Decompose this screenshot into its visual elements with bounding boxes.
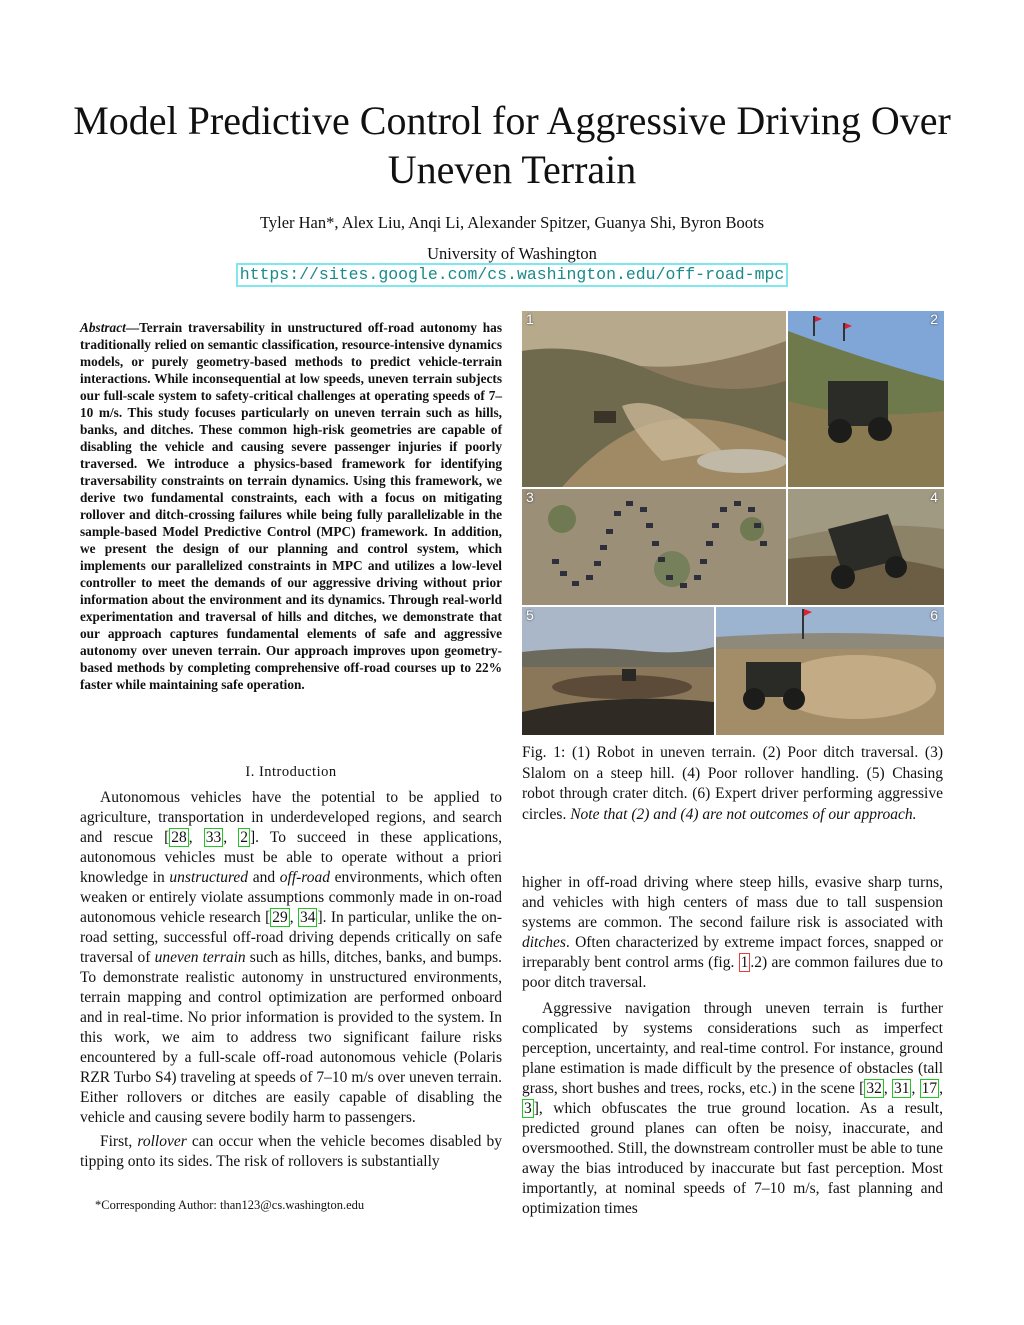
url-line	[0, 263, 1024, 287]
panel-number-6: 6	[930, 607, 938, 623]
citation-link[interactable]: 29	[272, 909, 288, 926]
emphasis: ditches	[522, 934, 566, 951]
citation-link[interactable]: 31	[893, 1080, 910, 1097]
emphasis: uneven terrain	[154, 949, 246, 966]
figure-caption	[522, 743, 943, 825]
citation-link[interactable]: 2	[240, 829, 248, 846]
abstract-text: —Terrain traversability in unstructured off-road autonomy has traditionally relied on semantic classification, resource-intensive dynamics models, or purely geometry-based methods to predict vehicle-terrain interactions. While inconsequential at low speeds, uneven terrain subjects our full-scale system to safety-critical challenges at operating speeds of 7–10 m/s. This study focuses particularly on uneven terrain such as hills, banks, and ditches. These common high-risk geometries are capable of disabling the vehicle and causing severe passenger injuries if poorly traversed. We introduce a physics-based framework for identifying traversability constraints on terrain dynamics. Using this framework, we derive two fundamental constraints, each with a focus on mitigating rollover and ditch-crossing failures while being fully parallelizable in the sample-based Model Predictive Control (MPC) framework. In addition, we present the design of our planning and control system, which implements our parallelized constraints in MPC and utilizes a low-level controller to meet the demands of our aggressive driving without prior information about the environment and its dynamics. Through real-world experimentation and traversal of hills and ditches, we demonstrate that our approach captures fundamental elements of safe and aggressive autonomy over uneven terrain. Our approach improves upon geometry-based methods by completing comprehensive off-road courses up to 22% faster while maintaining safe operation.	[80, 320, 502, 692]
text-run: ], which obfuscates the true ground location. As a result, predicted ground planes can often be noisy, inaccurate, and oversmoothed. Still, the downstream controller must be able to tune away the bias introduced by inaccurate but fast perception. Most importantly, at nominal speeds of 7–10 m/s, fast planning and optimization times	[522, 1100, 943, 1217]
text-run: ]. To succeed in these applications, autonomous vehicles must be able to operate without a priori knowledge in	[80, 829, 503, 886]
citation-link[interactable]: 32	[866, 1080, 882, 1097]
text-run: ,	[883, 1080, 892, 1097]
intro-paragraph-1	[80, 788, 502, 1128]
affiliation: University of Washington	[427, 244, 597, 263]
figure-1	[522, 311, 944, 735]
emphasis: off-road	[279, 869, 331, 886]
panel-number-3: 3	[526, 489, 534, 505]
text-run: such as hills, ditches, banks, and bumps. To demonstrate realistic autonomy in unstructured environments, terrain mapping and control optimization are performed onboard and in real-time. No prior information is provided to the system. In this work, we aim to address two significant failure risks encountered by a full-scale off-road autonomous vehicle (Polaris RZR Turbo S4) traveling at speeds of 7–10 m/s over uneven terrain. Either rollovers or ditches are easily capable of disabling the vehicle and causing severe bodily harm to passengers.	[80, 949, 502, 1126]
photo-panel-2	[788, 311, 944, 487]
text-run: ]. In particular, unlike the on-road setting, successful off-road driving depends critically on safe traversal of	[80, 909, 503, 966]
photo-panel-3	[522, 489, 786, 605]
text-run: higher in off-road driving where steep hills, evasive sharp turns, and vehicles with high centers of mass due to tall suspension systems are common. The second failure risk is associated with	[522, 874, 943, 931]
abstract-label: Abstract	[80, 320, 126, 335]
text-run: . Often characterized by extreme impact forces, snapped or irreparably bent control arms (fig.	[522, 934, 943, 971]
author-list: Tyler Han*, Alex Liu, Anqi Li, Alexander Spitzer, Guanya Shi, Byron Boots	[259, 213, 765, 232]
abstract	[80, 319, 502, 693]
text-run: First,	[100, 1133, 138, 1150]
text-run: can occur when the vehicle becomes disabled by tipping onto its sides. The risk of rollovers is substantially	[80, 1133, 502, 1170]
photo-panel-1	[522, 311, 786, 487]
citation-link[interactable]: 28	[171, 829, 187, 846]
footnote: *Corresponding Author: than123@cs.washington.edu	[95, 1198, 365, 1212]
intro-column	[80, 788, 502, 1172]
text-run: and	[248, 869, 280, 886]
text-run: ,	[911, 1080, 920, 1097]
figure-ref-link[interactable]: 1	[740, 954, 749, 971]
citation-link[interactable]: 3	[524, 1100, 532, 1117]
intro-paragraph-2	[80, 1132, 502, 1172]
caption-text: Fig. 1: (1) Robot in uneven terrain. (2) Poor ditch traversal. (3) Slalom on a steep hill. (4) Poor rollover handling. (5) Chasing robot through crater ditch. (6) Expert driver performing aggressive circles.	[522, 744, 943, 823]
text-run: ,	[939, 1080, 943, 1097]
citation-link[interactable]: 33	[205, 829, 222, 846]
panel-number-2: 2	[930, 311, 938, 327]
text-run: ,	[188, 829, 204, 846]
paper-title: Model Predictive Control for Aggressive Driving Over Uneven Terrain	[73, 98, 951, 192]
photo-panel-6	[716, 607, 944, 735]
panel-number-5: 5	[526, 607, 534, 623]
panel-number-4: 4	[930, 489, 938, 505]
section-heading: I. Introduction	[245, 764, 337, 780]
text-run: Aggressive navigation through uneven terrain is further complicated by systems considerations such as imperfect perception, uncertainty, and real-time control. For instance, ground plane estimation is made difficult by the presence of obstacles (tall grass, short bushes and trees, rocks, etc.) in the scene [	[522, 1000, 943, 1097]
text-run: ,	[223, 829, 239, 846]
text-run: Autonomous vehicles have the potential to be applied to agriculture, transportation in underdeveloped regions, and search and rescue [	[80, 789, 502, 846]
emphasis: unstructured	[169, 869, 249, 886]
citation-link[interactable]: 34	[299, 909, 316, 926]
project-url-link[interactable]: https://sites.google.com/cs.washington.edu/off-road-mpc	[236, 263, 789, 287]
citation-link[interactable]: 17	[921, 1080, 938, 1097]
photo-panel-5	[522, 607, 714, 735]
text-run: ,	[289, 909, 298, 926]
right-paragraph-2	[522, 999, 943, 1219]
right-paragraph-1	[522, 873, 943, 993]
right-column	[522, 873, 943, 1219]
text-run: .2) are common failures due to poor ditch traversal.	[522, 954, 943, 991]
caption-note: Note that (2) and (4) are not outcomes of our approach.	[570, 805, 917, 823]
text-run: environments, which often weaken or entirely violate assumptions commonly made in on-road autonomous vehicle research [	[80, 869, 502, 926]
emphasis: rollover	[137, 1133, 187, 1150]
panel-number-1: 1	[526, 311, 534, 327]
photo-panel-4	[788, 489, 944, 605]
